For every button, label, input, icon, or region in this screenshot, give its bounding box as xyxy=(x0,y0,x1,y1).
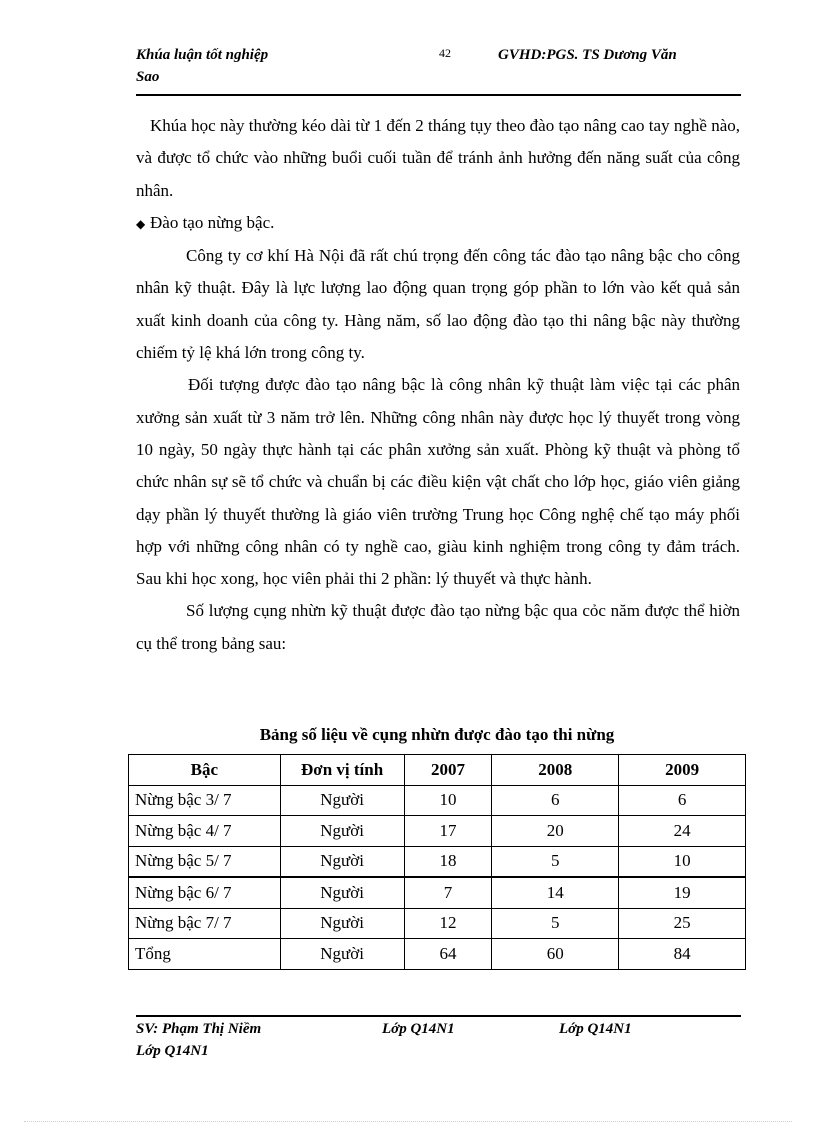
table-cell-2008: 20 xyxy=(492,816,619,847)
paragraph-4: Số lượng cụng nhừn kỹ thuật được đào tạo nừng bậc qua cỏc năm được thể hiờn cụ thể trong bảng sau: xyxy=(136,601,740,653)
table-row xyxy=(129,908,746,939)
table-cell-2009: 19 xyxy=(619,877,746,908)
header-cell-2009: 2009 xyxy=(619,755,746,786)
table-cell-2009: 10 xyxy=(619,846,746,877)
header-divider xyxy=(136,94,741,96)
table-cell-level: Nừng bậc 3/ 7 xyxy=(129,785,281,816)
table-cell-2009: 84 xyxy=(619,939,746,970)
training-data-table xyxy=(128,754,746,970)
footer-class-1: Lớp Q14N1 xyxy=(382,1021,455,1037)
table-cell-2009: 25 xyxy=(619,908,746,939)
table-cell-level: Nừng bậc 6/ 7 xyxy=(129,877,281,908)
table-total-row xyxy=(129,939,746,970)
table-row xyxy=(129,816,746,847)
page-number: 42 xyxy=(439,46,451,60)
header-cell-2007: 2007 xyxy=(404,755,492,786)
table-cell-2008: 60 xyxy=(492,939,619,970)
paragraph-3: Đối tượng được đào tạo nâng bậc là công nhân kỹ thuật làm việc tại các phân xưởng sản xuất từ 3 năm trở lên. Những công nhân này được học lý thuyết trong vòng 10 ngày, 50 ngày thực hành tại các phân xưởng sản xuất. Phòng kỹ thuật và phòng tổ chức nhân sự sẽ tổ chức và chuẩn bị các điều kiện vật chất cho lớp học, giáo viên giảng dạy phần lý thuyết thường là giáo viên trường Trung học Công nghệ chế tạo máy phối hợp với những công nhân có ty nghề cao, giàu kinh nghiệm trong công ty đảm trách. Sau khi học xong, học viên phải thi 2 phần: lý thuyết và thực hành. xyxy=(136,375,740,589)
table-caption: Bảng số liệu về cụng nhừn được đào tạo thi nừng xyxy=(259,725,615,744)
header-cell-2008: 2008 xyxy=(492,755,619,786)
header-title-line2: Sao xyxy=(136,69,160,85)
bullet-item xyxy=(136,207,740,240)
paragraph-2: Công ty cơ khí Hà Nội đã rất chú trọng đến công tác đào tạo nâng bậc cho công nhân kỹ thuật. Đây là lực lượng lao động quan trọng góp phần to lớn vào kết quả sản xuất kinh doanh của công ty. Hàng năm, số lao động đào tạo thi nâng bậc này thường chiếm tỷ lệ khá lớn trong công ty. xyxy=(136,246,740,363)
table-cell-2009: 24 xyxy=(619,816,746,847)
page-footer xyxy=(136,1018,740,1068)
table-cell-2009: 6 xyxy=(619,785,746,816)
footer-class-3: Lớp Q14N1 xyxy=(136,1043,209,1059)
table-cell-2007: 10 xyxy=(404,785,492,816)
header-title-line1: Khúa luận tốt nghiệp xyxy=(136,47,269,63)
table-row xyxy=(129,785,746,816)
table-cell-2007: 7 xyxy=(404,877,492,908)
table-cell-2008: 5 xyxy=(492,846,619,877)
table-cell-unit: Người xyxy=(280,877,404,908)
table-cell-2007: 17 xyxy=(404,816,492,847)
table-cell-2007: 64 xyxy=(404,939,492,970)
table-cell-level: Nừng bậc 5/ 7 xyxy=(129,846,281,877)
header-cell-unit: Đơn vị tính xyxy=(280,755,404,786)
table-cell-unit: Người xyxy=(280,846,404,877)
table-cell-unit: Người xyxy=(280,816,404,847)
table-cell-level: Nừng bậc 7/ 7 xyxy=(129,908,281,939)
table-header-row xyxy=(129,755,746,786)
table-cell-2007: 12 xyxy=(404,908,492,939)
table-cell-2008: 14 xyxy=(492,877,619,908)
table-cell-unit: Người xyxy=(280,939,404,970)
page-bottom-dotted-line xyxy=(24,1121,792,1122)
footer-student: SV: Phạm Thị Niềm xyxy=(136,1021,262,1037)
footer-class-2: Lớp Q14N1 xyxy=(559,1021,632,1037)
table-cell-unit: Người xyxy=(280,785,404,816)
header-supervisor: GVHD:PGS. TS Dương Văn xyxy=(498,47,677,63)
table-cell-2007: 18 xyxy=(404,846,492,877)
page-header xyxy=(136,44,740,94)
footer-divider xyxy=(136,1015,741,1017)
document-body xyxy=(136,110,740,660)
header-thesis-title xyxy=(136,44,268,88)
table-row xyxy=(129,877,746,908)
table-cell-level: Tổng xyxy=(129,939,281,970)
table-cell-unit: Người xyxy=(280,908,404,939)
table-cell-2008: 6 xyxy=(492,785,619,816)
table-row xyxy=(129,846,746,877)
header-cell-level: Bậc xyxy=(129,755,281,786)
table-cell-2008: 5 xyxy=(492,908,619,939)
table-cell-level: Nừng bậc 4/ 7 xyxy=(129,816,281,847)
paragraph-1: Khúa học này thường kéo dài từ 1 đến 2 tháng tụy theo đào tạo nâng cao tay nghề nào, và được tổ chức vào những buổi cuối tuần để tránh ảnh hưởng đến năng suất của công nhân. xyxy=(136,116,740,200)
diamond-bullet-icon: ◆ xyxy=(136,216,146,231)
bullet-text: Đào tạo nừng bậc. xyxy=(150,212,275,232)
